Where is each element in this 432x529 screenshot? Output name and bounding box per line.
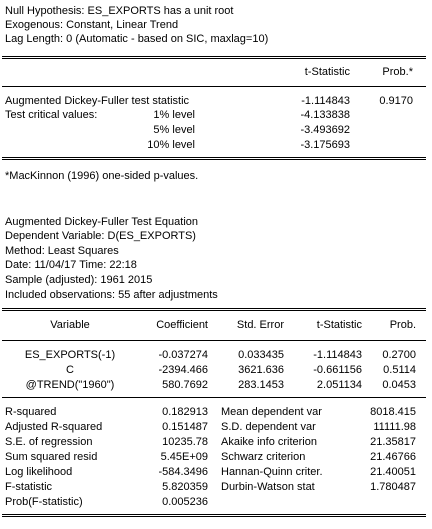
table-cell: 0.033435 <box>238 349 284 361</box>
exogenous: Exogenous: Constant, Linear Trend <box>5 19 179 31</box>
rule <box>2 308 426 309</box>
coef-header: Coefficient <box>156 319 208 331</box>
stat-value: 0.151487 <box>162 421 208 433</box>
rule <box>2 56 426 57</box>
stat-value: 8018.415 <box>370 406 416 418</box>
table-cell: 283.1453 <box>238 379 284 391</box>
stat-label: R-squared <box>5 406 57 418</box>
rule <box>2 514 426 515</box>
stat-label: Akaike info criterion <box>221 436 317 448</box>
table-row-variable: C <box>66 364 74 376</box>
rule <box>2 397 426 398</box>
level-value: -3.175693 <box>300 139 350 151</box>
stat-label: F-statistic <box>5 481 53 493</box>
stat-value: 5.820359 <box>162 481 208 493</box>
stat-label: Schwarz criterion <box>221 451 306 463</box>
stat-label: Log likelihood <box>5 466 73 478</box>
stat-value: 0.005236 <box>162 496 208 508</box>
stat-value: 21.40051 <box>370 466 416 478</box>
level-value: -3.493692 <box>300 124 350 136</box>
observations: Included observations: 55 after adjustments <box>5 289 218 301</box>
coef-header: Variable <box>50 319 90 331</box>
stat-value: 10235.78 <box>162 436 208 448</box>
rule <box>2 86 426 87</box>
level-value: -4.133838 <box>300 109 350 121</box>
stat-label: S.D. dependent var <box>221 421 316 433</box>
stat-label: S.E. of regression <box>5 436 93 448</box>
adf-tstat: -1.114843 <box>301 95 350 107</box>
table-cell: -0.661156 <box>313 364 362 376</box>
null-hypothesis: Null Hypothesis: ES_EXPORTS has a unit root <box>5 5 234 17</box>
rule <box>2 58 426 59</box>
sample: Sample (adjusted): 1961 2015 <box>5 274 153 286</box>
stat-label: Prob(F-statistic) <box>5 496 83 508</box>
table-cell: 0.0453 <box>382 379 416 391</box>
adf-label: Augmented Dickey-Fuller test statistic <box>5 95 190 107</box>
stat-label: Sum squared resid <box>5 451 98 463</box>
rule <box>2 516 426 517</box>
table-cell: 580.7692 <box>162 379 208 391</box>
col-tstat: t-Statistic <box>304 66 350 78</box>
table-row-variable: ES_EXPORTS(-1) <box>24 349 116 361</box>
footnote: *MacKinnon (1996) one-sided p-values. <box>5 170 199 182</box>
date-time: Date: 11/04/17 Time: 22:18 <box>5 259 137 271</box>
method: Method: Least Squares <box>5 245 119 257</box>
stat-value: 5.45E+09 <box>160 451 208 463</box>
stat-value: 21.35817 <box>370 436 416 448</box>
stat-label: Adjusted R-squared <box>5 421 103 433</box>
stat-label: Mean dependent var <box>221 406 322 418</box>
table-cell: -0.037274 <box>158 349 208 361</box>
lag-length: Lag Length: 0 (Automatic - based on SIC, maxlag=10) <box>5 33 269 45</box>
coef-header: Prob. <box>389 319 416 331</box>
table-cell: 2.051134 <box>316 379 362 391</box>
table-row-variable: @TREND("1960") <box>25 379 115 391</box>
rule <box>2 310 426 311</box>
coef-header: t-Statistic <box>316 319 362 331</box>
stat-value: -584.3496 <box>158 466 208 478</box>
stat-label: Durbin-Watson stat <box>221 481 315 493</box>
stat-value: 11111.98 <box>373 421 416 433</box>
table-cell: -1.114843 <box>313 349 362 361</box>
level-label: 10% level <box>147 139 195 151</box>
dependent-variable: Dependent Variable: D(ES_EXPORTS) <box>5 230 196 242</box>
stat-label: Hannan-Quinn criter. <box>221 466 323 478</box>
rule <box>2 340 426 341</box>
rule <box>2 159 426 160</box>
table-cell: -2394.466 <box>158 364 208 376</box>
rule <box>2 157 426 158</box>
col-prob: Prob.* <box>382 66 413 78</box>
critical-label: Test critical values: <box>5 109 98 121</box>
equation-title: Augmented Dickey-Fuller Test Equation <box>5 216 199 228</box>
adf-prob: 0.9170 <box>379 95 413 107</box>
coef-header: Std. Error <box>236 319 284 331</box>
stat-value: 21.46766 <box>370 451 416 463</box>
table-cell: 0.5114 <box>383 364 416 376</box>
level-label: 1% level <box>153 109 195 121</box>
stat-value: 1.780487 <box>370 481 416 493</box>
table-cell: 3621.636 <box>238 364 284 376</box>
table-cell: 0.2700 <box>382 349 416 361</box>
level-label: 5% level <box>153 124 195 136</box>
stat-value: 0.182913 <box>162 406 208 418</box>
